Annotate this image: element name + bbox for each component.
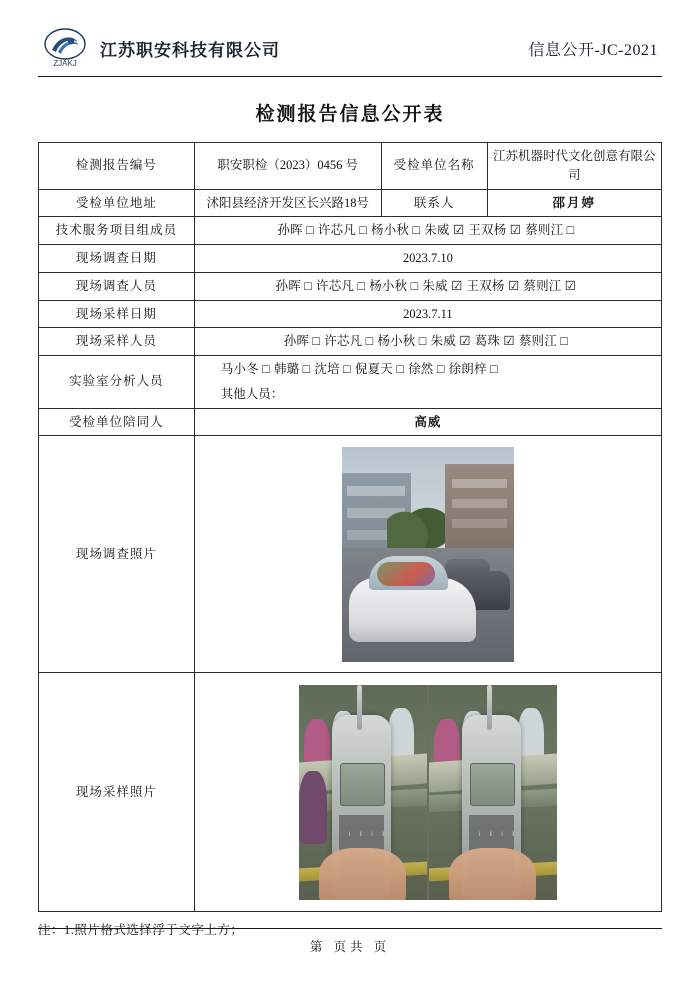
lab-staff-list [199, 360, 657, 379]
sampling-staff-label: 现场采样人员 [39, 328, 195, 356]
escort-label: 受检单位陪同人 [39, 408, 195, 436]
report-info-table [38, 142, 662, 912]
staff-name-checkbox[interactable]: 许芯凡 □ [324, 334, 374, 349]
document-code: 信息公开-JC-2021 [528, 41, 658, 59]
staff-name-checkbox[interactable]: 朱威 ☑ [430, 334, 471, 349]
meter-screen [470, 763, 514, 806]
client-address-label: 受检单位地址 [39, 189, 195, 217]
survey-staff-label: 现场调查人员 [39, 272, 195, 300]
survey-date-value: 2023.7.10 [194, 245, 661, 273]
staff-name-checkbox[interactable]: 杨小秋 □ [371, 223, 421, 238]
company-name: 江苏职安科技有限公司 [100, 40, 280, 60]
svg-text:ZJAKJ: ZJAKJ [53, 59, 77, 68]
photo-hand [449, 848, 536, 900]
page-header [38, 26, 662, 77]
staff-name-checkbox[interactable]: 杨小秋 □ [377, 334, 427, 349]
sampling-photo-cell [194, 673, 661, 912]
lab-staff-label: 实验室分析人员 [39, 356, 195, 409]
staff-name-checkbox[interactable]: 许芯凡 □ [316, 278, 366, 293]
meter-microphone-icon [357, 685, 362, 729]
staff-name-checkbox[interactable]: 徐然 □ [408, 362, 445, 376]
staff-name-checkbox[interactable]: 孙晖 □ [277, 223, 314, 238]
lab-staff-cell [194, 356, 661, 409]
staff-name-checkbox[interactable]: 葛珠 ☑ [474, 334, 515, 349]
staff-name-checkbox[interactable]: 沈培 □ [314, 362, 351, 376]
sampling-staff [194, 328, 661, 356]
contact-label: 联系人 [381, 189, 487, 217]
staff-name-checkbox[interactable]: 朱威 ☑ [422, 278, 463, 293]
page-title: 检测报告信息公开表 [255, 104, 445, 125]
photo-car-white [349, 578, 476, 643]
sampling-date-value: 2023.7.11 [194, 300, 661, 328]
report-no-label: 检测报告编号 [39, 143, 195, 190]
team-members [194, 217, 661, 245]
staff-name-checkbox[interactable]: 杨小秋 □ [369, 278, 419, 293]
table-row-address [39, 189, 662, 217]
meter-screen [340, 763, 384, 806]
staff-name-checkbox[interactable]: 许芯凡 □ [317, 223, 368, 238]
company-logo-icon [38, 26, 92, 70]
sampling-photo-left [299, 685, 427, 900]
staff-name-checkbox[interactable]: 王双杨 ☑ [468, 223, 522, 238]
photo-building-right [445, 464, 514, 559]
staff-name-checkbox[interactable]: 朱威 ☑ [424, 223, 465, 238]
survey-date-label: 现场调查日期 [39, 245, 195, 273]
client-name-value: 江苏机器时代文化创意有限公司 [487, 143, 661, 190]
page-footer [38, 928, 662, 955]
photo-hand [319, 848, 406, 900]
staff-name-checkbox[interactable]: 韩璐 □ [273, 362, 311, 376]
header-left [38, 26, 280, 70]
contact-value: 邵月婷 [487, 189, 661, 217]
table-row-team [39, 217, 662, 245]
report-no-value: 职安职检（2023）0456 号 [194, 143, 381, 190]
sampling-photo-images [299, 685, 557, 900]
other-staff-label: 其他人员： [220, 386, 284, 401]
table-row-sampling-photo [39, 673, 662, 912]
meter-microphone-icon [487, 685, 492, 729]
table-row-lab-staff [39, 356, 662, 409]
photo-worker [299, 771, 327, 844]
staff-name-checkbox[interactable]: 倪夏天 □ [354, 362, 405, 376]
staff-name-checkbox[interactable]: 孙晖 □ [283, 334, 321, 349]
client-address-value: 沭阳县经济开发区长兴路18号 [194, 189, 381, 217]
sampling-photo-right [429, 685, 557, 900]
staff-name-checkbox[interactable]: 蔡则江 □ [525, 223, 575, 238]
sampling-photo-label: 现场采样照片 [39, 673, 195, 912]
staff-name-checkbox[interactable]: 王双杨 ☑ [466, 278, 520, 293]
table-row-escort [39, 408, 662, 436]
client-name-label: 受检单位名称 [381, 143, 487, 190]
table-note: 注：1.照片格式选择浮于文字上方； [38, 923, 244, 938]
staff-name-checkbox[interactable]: 马小冬 □ [220, 362, 270, 376]
table-row-survey-photo [39, 436, 662, 673]
survey-photo-cell [194, 436, 661, 673]
table-row-sampling-staff [39, 328, 662, 356]
staff-name-checkbox[interactable]: 徐朗梓 □ [448, 362, 498, 376]
footer-divider [38, 928, 662, 929]
table-row-report-no [39, 143, 662, 190]
table-row-survey-date [39, 245, 662, 273]
table-row-survey-staff [39, 272, 662, 300]
team-label: 技术服务项目组成员 [39, 217, 195, 245]
staff-name-checkbox[interactable]: 蔡则江 ☑ [523, 278, 577, 293]
table-row-sampling-date [39, 300, 662, 328]
staff-name-checkbox[interactable]: 孙晖 □ [275, 278, 313, 293]
survey-staff [194, 272, 661, 300]
survey-photo-label: 现场调查照片 [39, 436, 195, 673]
staff-name-checkbox[interactable]: 蔡则江 □ [518, 334, 569, 349]
sampling-date-label: 现场采样日期 [39, 300, 195, 328]
page-number: 第 页共 页 [309, 940, 391, 954]
escort-value: 高威 [194, 408, 661, 436]
survey-photo-image [342, 447, 514, 662]
